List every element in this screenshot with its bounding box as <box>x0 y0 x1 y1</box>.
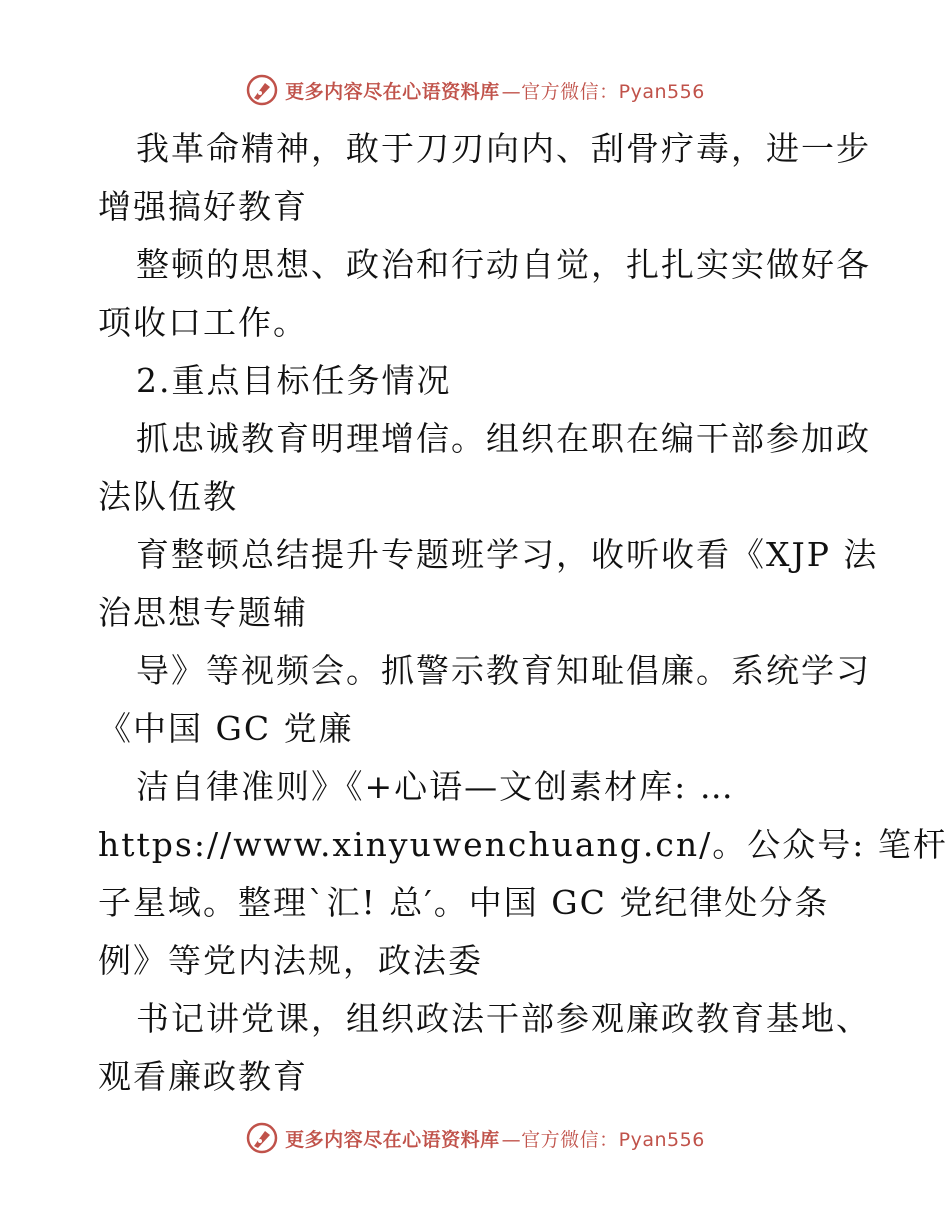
text-line: 育整顿总结提升专题班学习，收听收看《XJP 法 <box>136 535 879 574</box>
text-line: 抓忠诚教育明理增信。组织在职在编干部参加政 <box>136 419 871 458</box>
text-line: https://www.xinyuwenchuang.cn/。公众号: 笔杆 <box>98 825 948 864</box>
banner-text <box>285 1125 705 1152</box>
text-line: 2.重点目标任务情况 <box>136 361 452 400</box>
banner-sub-text: —官方微信：Pyan556 <box>501 80 705 103</box>
text-line: 项收口工作。 <box>98 303 308 342</box>
banner-main-text: 更多内容尽在心语资料库 <box>285 80 500 103</box>
text-line: 治思想专题辅 <box>98 593 308 632</box>
text-line: 洁自律准则》《+心语—文创素材库: … <box>136 767 735 806</box>
text-line: 书记讲党课，组织政法干部参观廉政教育基地、 <box>136 999 871 1038</box>
header-watermark-banner <box>0 70 950 110</box>
text-line: 增强搞好教育 <box>98 187 308 226</box>
pen-nib-icon <box>245 1121 279 1155</box>
text-line: 《中国 GC 党廉 <box>98 709 354 748</box>
footer-watermark-banner <box>0 1118 950 1158</box>
text-line: 子星域。整理`汇! 总′。中国 GC 党纪律处分条 <box>98 883 830 922</box>
text-line: 例》等党内法规，政法委 <box>98 941 483 980</box>
banner-text <box>285 77 705 104</box>
banner-main-text: 更多内容尽在心语资料库 <box>285 1128 500 1151</box>
text-line: 我革命精神，敢于刀刃向内、刮骨疗毒，进一步 <box>136 129 871 168</box>
text-line: 法队伍教 <box>98 477 238 516</box>
text-line: 整顿的思想、政治和行动自觉，扎扎实实做好各 <box>136 245 871 284</box>
document-body <box>98 120 948 1106</box>
text-line: 导》等视频会。抓警示教育知耻倡廉。系统学习 <box>136 651 871 690</box>
text-line: 观看廉政教育 <box>98 1057 308 1096</box>
pen-nib-icon <box>245 73 279 107</box>
banner-sub-text: —官方微信：Pyan556 <box>501 1128 705 1151</box>
